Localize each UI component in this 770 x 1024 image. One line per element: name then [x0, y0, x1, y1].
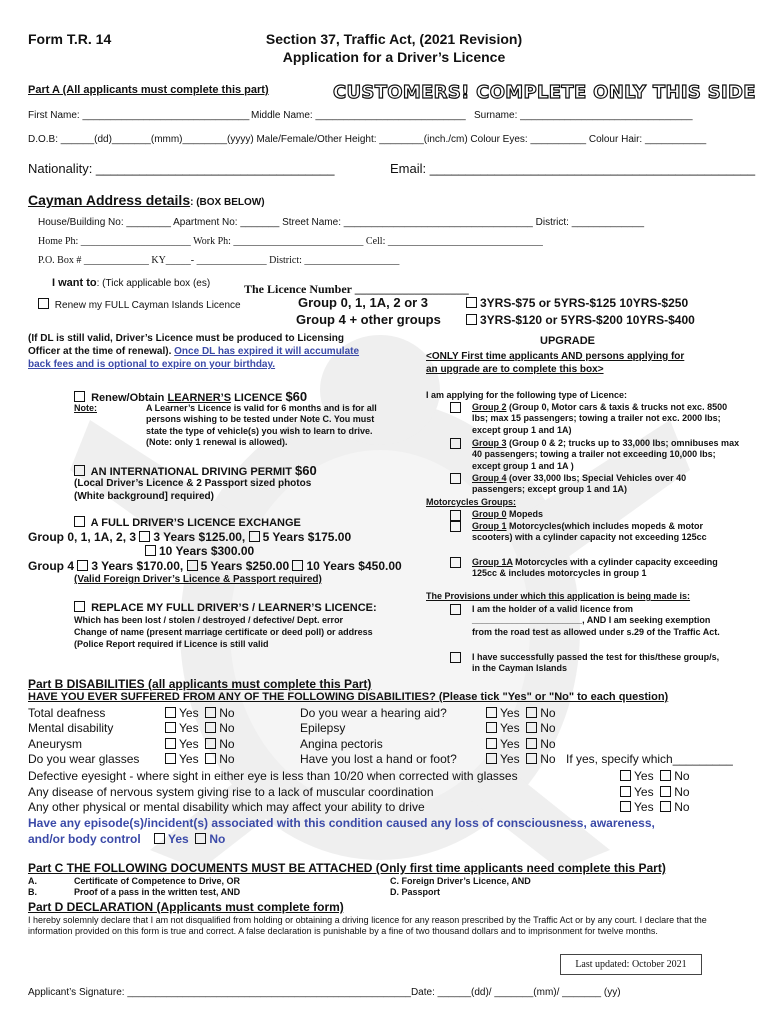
upgrade-applying: I am applying for the following type of Licence:	[426, 390, 628, 400]
disability-long-1: Any disease of nervous system giving rise to a lack of muscular coordination	[28, 785, 434, 799]
disability-left-2-no: No	[219, 737, 235, 751]
disability-right-3-yes: Yes	[500, 752, 520, 766]
part-a-heading: Part A (All applicants must complete this part)	[28, 84, 269, 96]
exchange-g1-3yr: 3 Years $125.00,	[153, 530, 246, 544]
disability-left-2: Aneurysm	[28, 737, 83, 751]
part-c-b-text: Proof of a pass in the written test, AND	[74, 887, 241, 897]
part-b-question: HAVE YOU EVER SUFFERED FROM ANY OF THE FOLLOWING DISABILITIES? (Please tick "Yes" or "No" to each question)	[28, 691, 669, 703]
disability-right-0-yes: Yes	[500, 706, 520, 720]
disability-right-1-yes-no	[486, 722, 556, 734]
exchange-g4-5yr: 5 Years $250.00	[200, 559, 290, 573]
disability-left-1-no: No	[219, 721, 235, 735]
part-c-b-label: B.	[28, 887, 37, 897]
episode-line2: and/or body control	[28, 832, 141, 846]
part-c-heading: Part C THE FOLLOWING DOCUMENTS MUST BE ATTACHED (Only first time applicants need complete this Part)	[28, 861, 666, 875]
address-line3[interactable]: P.O. Box # _____________ KY_____- ______________ District: ___________________	[38, 255, 400, 266]
exchange-g1-3yr-checkbox[interactable]	[139, 531, 150, 542]
last-updated: Last updated: October 2021	[560, 954, 702, 975]
learner-note-text: A Learner’s Licence is valid for 6 months and is for all persons wishing to be tested under Note C. You must state the type of vehicle(s) you wish to learn to drive. (Note: only 1 renewal is allowed).	[146, 403, 377, 447]
dl-valid-note2: Officer at the time of renewal).	[28, 346, 172, 357]
upgrade-subtitle2: an upgrade are to complete this box>	[426, 364, 604, 375]
upgrade-g3-checkbox[interactable]	[450, 438, 461, 449]
disability-long-1-no: No	[674, 785, 690, 799]
replace-title: REPLACE MY FULL DRIVER’S / LEARNER’S LICENCE:	[91, 602, 377, 614]
exchange-g1-5yr: 5 Years $175.00	[262, 530, 352, 544]
disability-right-0-yes-no	[486, 707, 556, 719]
disability-left-3-no-checkbox[interactable]	[205, 753, 216, 764]
disability-right-3-no-checkbox[interactable]	[526, 753, 537, 764]
upgrade-g0-checkbox[interactable]	[450, 510, 461, 521]
episode-no-checkbox[interactable]	[195, 833, 206, 844]
dl-expired-note2: back fees and is optional to expire on your birthday.	[28, 359, 276, 370]
part-c-c-text: C. Foreign Driver’s Licence, AND	[390, 876, 531, 886]
disability-left-3-yes-checkbox[interactable]	[165, 753, 176, 764]
exchange-req: (Valid Foreign Driver’s Licence & Passport required)	[74, 574, 322, 585]
disability-long-0-no-checkbox[interactable]	[660, 770, 671, 781]
upgrade-g1-checkbox[interactable]	[450, 521, 461, 532]
disability-right-1: Epilepsy	[300, 721, 346, 735]
disability-right-2: Angina pectoris	[300, 737, 383, 751]
email-field[interactable]: Email: _____________________________________________	[390, 161, 756, 176]
disability-long-1-yes-no	[620, 786, 690, 798]
disability-right-2-no-checkbox[interactable]	[526, 738, 537, 749]
dl-expired-note: Once DL has expired it will accumulate	[174, 346, 360, 357]
address-line1[interactable]: House/Building No: ________ Apartment No: _______ Street Name: __________________________________ District: _____________	[38, 217, 645, 228]
disability-right-1-no: No	[540, 721, 556, 735]
disability-right-0-no-checkbox[interactable]	[526, 707, 537, 718]
disability-left-2-no-checkbox[interactable]	[205, 738, 216, 749]
form-id: Form T.R. 14	[28, 31, 112, 47]
disability-long-0-yes-checkbox[interactable]	[620, 770, 631, 781]
disability-long-2-no-checkbox[interactable]	[660, 801, 671, 812]
upgrade-g2-checkbox[interactable]	[450, 402, 461, 413]
idp-checkbox[interactable]	[74, 465, 85, 476]
part-c-a-label: A.	[28, 876, 37, 886]
disability-right-1-yes-checkbox[interactable]	[486, 722, 497, 733]
disability-long-0: Defective eyesight - where sight in either eye is less than 10/20 when corrected with glasses	[28, 769, 518, 783]
middle-name-field[interactable]: Middle Name: ___________________________	[251, 110, 466, 121]
group2-prices: 3YRS-$120 or 5YRS-$200 10YRS-$400	[480, 313, 695, 327]
upgrade-subtitle1: <ONLY First time applicants AND persons applying for	[426, 351, 685, 362]
disability-left-3-yes-no	[165, 753, 235, 765]
exchange-checkbox[interactable]	[74, 516, 85, 527]
upgrade-title: UPGRADE	[540, 335, 596, 347]
part-c-a-text: Certificate of Competence to Drive, OR	[74, 876, 241, 886]
disability-left-1-yes: Yes	[179, 721, 199, 735]
exchange-g4-3yr-checkbox[interactable]	[77, 560, 88, 571]
part-c-d-text: D. Passport	[390, 887, 441, 897]
idp-title: AN INTERNATIONAL DRIVING PERMIT	[90, 466, 295, 478]
disability-long-2-no: No	[674, 800, 690, 814]
exchange-title: A FULL DRIVER’S LICENCE EXCHANGE	[90, 517, 301, 529]
disability-left-0: Total deafness	[28, 706, 106, 720]
disability-right-3-no: No	[540, 752, 556, 766]
episode-no: No	[209, 832, 226, 846]
upgrade-g4-checkbox[interactable]	[450, 473, 461, 484]
renew-full-label: Renew my FULL Cayman Islands Licence	[54, 300, 241, 311]
tick-note: : (Tick applicable box (es)	[96, 278, 211, 289]
address-box-note: : (BOX BELOW)	[190, 197, 265, 208]
episode-yes-checkbox[interactable]	[154, 833, 165, 844]
disability-long-2-yes: Yes	[634, 800, 654, 814]
upgrade-g3-label: Group 3	[472, 438, 507, 448]
provisions-heading: The Provisions under which this application is being made is:	[426, 591, 691, 601]
first-name-field[interactable]: First Name: ______________________________	[28, 110, 250, 121]
exchange-group1-label: Group 0, 1, 1A, 2, 3	[28, 530, 137, 544]
upgrade-g0-label: Group 0	[472, 509, 507, 519]
address-line2[interactable]: Home Ph: ______________________ Work Ph: __________________________ Cell: _______________________________	[38, 236, 543, 247]
upgrade-g0-text: Mopeds	[506, 509, 544, 519]
upgrade-g1-label: Group 1	[472, 521, 507, 531]
disability-left-1-no-checkbox[interactable]	[205, 722, 216, 733]
provision2-text: I have successfully passed the test for this/these group/s, in the Cayman Islands	[472, 652, 720, 674]
renew-group4-3yr-checkbox[interactable]	[466, 314, 477, 325]
disability-right-3: Have you lost a hand or foot?	[300, 752, 457, 766]
learner-title-pre: Renew/Obtain	[91, 392, 168, 404]
replace-line3: (Police Report required if Licence is still valid	[74, 639, 269, 649]
disability-long-0-yes: Yes	[634, 769, 654, 783]
disability-left-0-yes-no	[165, 707, 235, 719]
exchange-g4-10yr-checkbox[interactable]	[292, 560, 303, 571]
disability-long-2-yes-no	[620, 801, 690, 813]
replace-line1: Which has been lost / stolen / destroyed / defective/ Dept. error	[74, 615, 344, 625]
episode-yes: Yes	[168, 832, 189, 846]
customers-banner: CUSTOMERS! COMPLETE ONLY THIS SIDE	[333, 82, 756, 103]
group1-label: Group 0, 1, 1A, 2 or 3	[298, 295, 429, 310]
disability-left-2-yes-no	[165, 738, 235, 750]
disability-long-1-no-checkbox[interactable]	[660, 786, 671, 797]
idp-req2: (White background] required)	[74, 491, 214, 502]
disability-left-0-yes-checkbox[interactable]	[165, 707, 176, 718]
disability-left-1: Mental disability	[28, 721, 114, 735]
part-d-heading: Part D DECLARATION (Applicants must complete form)	[28, 900, 344, 914]
idp-req1: (Local Driver’s Licence & 2 Passport sized photos	[74, 478, 312, 489]
disability-long-1-yes-checkbox[interactable]	[620, 786, 631, 797]
exchange-g1-10yr-checkbox[interactable]	[145, 545, 156, 556]
address-heading: Cayman Address details	[28, 192, 191, 208]
dob-line[interactable]: D.O.B: ______(dd)_______(mmm)________(yyyy) Male/Female/Other Height: ________(inch./cm) Colour Eyes: __________ Colour Hair: ___________	[28, 134, 707, 145]
disability-right-3-yes-checkbox[interactable]	[486, 753, 497, 764]
learner-note-label: Note:	[74, 403, 97, 413]
disability-long-0-yes-no	[620, 770, 690, 782]
disability-right-0-no: No	[540, 706, 556, 720]
disability-left-3-no: No	[219, 752, 235, 766]
form-title-line2: Application for a Driver’s Licence	[282, 49, 506, 65]
exchange-g1-5yr-checkbox[interactable]	[249, 531, 260, 542]
disability-right-1-no-checkbox[interactable]	[526, 722, 537, 733]
renew-full-checkbox[interactable]	[38, 298, 49, 309]
disability-right-2-yes: Yes	[500, 737, 520, 751]
nationality-field[interactable]: Nationality: _________________________________	[28, 161, 335, 176]
disability-right-2-yes-checkbox[interactable]	[486, 738, 497, 749]
disability-right-3-yes-no	[486, 753, 556, 765]
disability-left-0-yes: Yes	[179, 706, 199, 720]
form-title-line1: Section 37, Traffic Act, (2021 Revision)	[265, 31, 523, 47]
upgrade-g2-text: (Group 0, Motor cars & taxis & trucks not exc. 8500 lbs; max 15 passengers; towing a trailer not exc. 2000 lbs; except group 1 and 1A)	[472, 402, 728, 435]
upgrade-g3-text: (Group 0 & 2; trucks up to 33,000 lbs; omnibuses max 40 passengers; towing a trailer not exceeding 10,000 lbs; except group 1 and 1A )	[472, 438, 740, 471]
disability-right-1-yes: Yes	[500, 721, 520, 735]
disability-right-2-yes-no	[486, 738, 556, 750]
disability-long-2: Any other physical or mental disability which may affect your ability to drive	[28, 800, 425, 814]
surname-field[interactable]: Surname: _______________________________	[474, 110, 693, 121]
declaration-text: I hereby solemnly declare that I am not disqualified from holding or obtaining a driving licence for any reason prescribed by the Traffic Act or by any court. I declare that the information provided on this form is true and correct. A false declaration is punishable by a fine of two thousand dollars and to imprisonment for twelve months.	[28, 915, 707, 937]
learner-title-post: LICENCE	[231, 392, 286, 404]
i-want-to-label: I want to	[52, 277, 97, 289]
replace-checkbox[interactable]	[74, 601, 85, 612]
disability-left-0-no-checkbox[interactable]	[205, 707, 216, 718]
disability-left-0-no: No	[219, 706, 235, 720]
signature-line[interactable]: Applicant’s Signature: ___________________________________________________Date: ______(dd)/ _______(mm)/ _______ (yy)	[28, 987, 621, 998]
learner-checkbox[interactable]	[74, 391, 85, 402]
disability-left-3: Do you wear glasses	[28, 752, 140, 766]
group2-label: Group 4 + other groups	[296, 312, 441, 327]
exchange-g1-10yr: 10 Years $300.00	[159, 544, 255, 558]
provision1-text: I am the holder of a valid licence from ______________________, AND I am seeking exemption from the road test as allowed under s.29 of the Traffic Act.	[472, 604, 720, 637]
exchange-g4-10yr: 10 Years $450.00	[306, 559, 402, 573]
upgrade-g4-label: Group 4	[472, 473, 507, 483]
renew-group1-3yr-checkbox[interactable]	[466, 297, 477, 308]
exchange-g4-5yr-checkbox[interactable]	[187, 560, 198, 571]
replace-line2: Change of name (present marriage certificate or deed poll) or address	[74, 627, 373, 637]
upgrade-g4-text: (over 33,000 lbs; Special Vehicles over 40 passengers; except group 1 and 1A)	[472, 473, 687, 495]
upgrade-g1a-text: Motorcycles with a cylinder capacity exceeding 125cc & includes motorcycles in group 1	[472, 557, 718, 579]
provision2-checkbox[interactable]	[450, 652, 461, 663]
specify-field[interactable]: If yes, specify which_________	[566, 752, 733, 766]
upgrade-g1a-checkbox[interactable]	[450, 557, 461, 568]
upgrade-g1-text: Motorcycles(which includes mopeds & motor scooters) with a cylinder capacity not exceeding 125cc	[472, 521, 707, 543]
disability-long-2-yes-checkbox[interactable]	[620, 801, 631, 812]
disability-long-0-no: No	[674, 769, 690, 783]
disability-right-0-yes-checkbox[interactable]	[486, 707, 497, 718]
disability-left-3-yes: Yes	[179, 752, 199, 766]
disability-left-1-yes-no	[165, 722, 235, 734]
disability-left-2-yes-checkbox[interactable]	[165, 738, 176, 749]
idp-price: $60	[294, 463, 317, 478]
dl-valid-note: (If DL is still valid, Driver’s Licence must be produced to Licensing	[28, 333, 345, 344]
upgrade-g2-label: Group 2	[472, 402, 507, 412]
learner-title-u: LEARNER’S	[167, 392, 232, 404]
disability-right-2-no: No	[540, 737, 556, 751]
upgrade-g1a-label: Group 1A	[472, 557, 513, 567]
learner-price: $60	[285, 389, 308, 404]
group1-prices: 3YRS-$75 or 5YRS-$125 10YRS-$250	[480, 296, 689, 310]
episode-line1: Have any episode(s)/incident(s) associated with this condition caused any loss of consciousness, awareness,	[28, 816, 655, 830]
disability-long-1-yes: Yes	[634, 785, 654, 799]
provision1-checkbox[interactable]	[450, 604, 461, 615]
disability-left-1-yes-checkbox[interactable]	[165, 722, 176, 733]
disability-left-2-yes: Yes	[179, 737, 199, 751]
part-b-heading: Part B DISABILITIES (all applicants must complete this Part)	[28, 677, 372, 691]
moto-heading: Motorcycles Groups:	[426, 497, 517, 507]
licence-number-field[interactable]: The Licence Number ___________________	[244, 282, 469, 296]
disability-right-0: Do you wear a hearing aid?	[300, 706, 447, 720]
exchange-group4-label: Group 4	[28, 559, 75, 573]
exchange-g4-3yr: 3 Years $170.00,	[91, 559, 184, 573]
